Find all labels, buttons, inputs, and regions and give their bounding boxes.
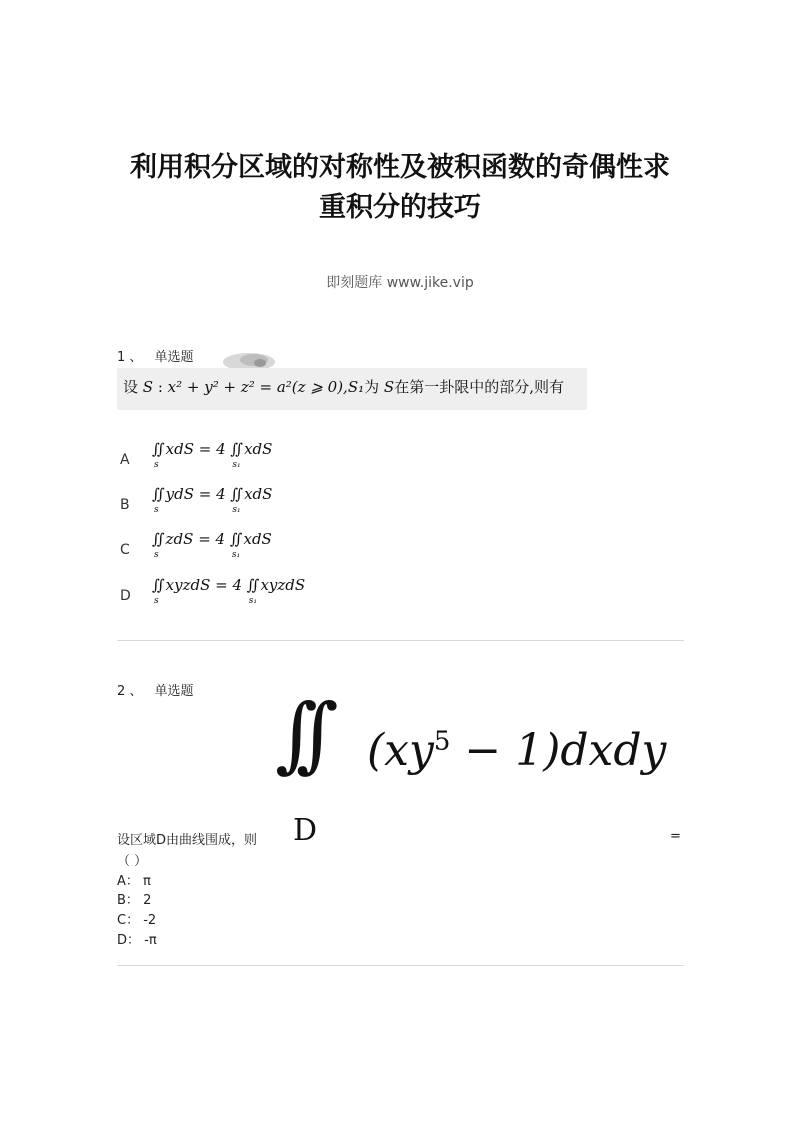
option-value: -π xyxy=(144,933,157,948)
double-integral-icon: ∫∫ s xyxy=(152,485,162,515)
option-c[interactable] xyxy=(117,909,156,928)
option-label: C： xyxy=(117,913,140,928)
option-value: π xyxy=(143,874,151,889)
page-title-line-2: 重积分的技巧 xyxy=(319,192,481,223)
divider xyxy=(117,640,684,641)
answer-blank: （ ） xyxy=(117,854,148,869)
stem-equation: x² + y² + z² = a²(z ⩾ 0), xyxy=(167,378,348,396)
stem-mid: 为 xyxy=(364,378,384,396)
page-title xyxy=(100,148,700,228)
option-label: D： xyxy=(117,933,141,948)
question-2-stem: 设区域D由曲线围成，则 xyxy=(117,833,258,848)
option-label: B： xyxy=(117,893,139,908)
equals-sign: = xyxy=(670,829,681,844)
option-letter: A xyxy=(120,452,130,468)
option-value: 2 xyxy=(143,893,152,908)
option-expression: ∫∫ s zdS = 4 ∫∫ s₁ xdS xyxy=(152,530,272,560)
stem-var-s2: S xyxy=(383,378,395,396)
stem-suffix: 在第一卦限中的部分,则有 xyxy=(394,378,564,396)
option-letter: B xyxy=(120,497,130,513)
source-link[interactable]: 即刻题库 www.jike.vip xyxy=(326,275,474,291)
stem-prefix: 设 xyxy=(123,378,143,396)
stem-var-s1: S₁ xyxy=(347,378,365,396)
option-value: -2 xyxy=(143,913,157,928)
option-a[interactable] xyxy=(117,870,151,889)
integrand: ($xy^5$ − 1)dxdy xyxy=(367,725,667,776)
option-letter: C xyxy=(120,542,130,558)
question-number: 2 、 xyxy=(117,684,143,699)
divider xyxy=(117,965,684,966)
double-integral-icon: ∫∫ s₁ xyxy=(229,530,241,560)
option-b[interactable] xyxy=(117,889,151,908)
question-type: 单选题 xyxy=(154,350,194,365)
stem-var-s: S xyxy=(142,378,154,396)
question-type: 单选题 xyxy=(154,684,194,699)
option-expression: ∫∫ s ydS = 4 ∫∫ s₁ xdS xyxy=(152,485,273,515)
double-integral-icon: ∫∫ s xyxy=(152,576,162,606)
double-integral-icon: ∫∫ s₁ xyxy=(230,485,241,515)
question-number: 1 、 xyxy=(117,350,143,365)
double-integral-icon: ∫∫ s xyxy=(152,530,162,560)
option-label: A： xyxy=(117,874,139,889)
double-integral-icon: ∫∫ s₁ xyxy=(230,440,241,470)
option-letter: D xyxy=(120,588,131,604)
question-2-header xyxy=(117,680,194,699)
option-d[interactable] xyxy=(117,929,157,948)
option-expression: ∫∫ s xyzdS = 4 ∫∫ s₁ xyzdS xyxy=(152,576,306,606)
question-1-header xyxy=(117,346,194,365)
double-integral-icon: ∫∫ xyxy=(275,687,317,782)
stem-colon: : xyxy=(153,378,168,396)
integral-region: D xyxy=(293,813,318,848)
double-integral-icon: ∫∫ s xyxy=(152,440,162,470)
double-integral-icon: ∫∫ s₁ xyxy=(246,576,258,606)
question-1-stem xyxy=(117,368,587,410)
option-expression: ∫∫ s xdS = 4 ∫∫ s₁ xdS xyxy=(152,440,273,470)
page-title-line-1: 利用积分区域的对称性及被积函数的奇偶性求 xyxy=(130,152,670,183)
question-2-integral xyxy=(275,687,675,848)
